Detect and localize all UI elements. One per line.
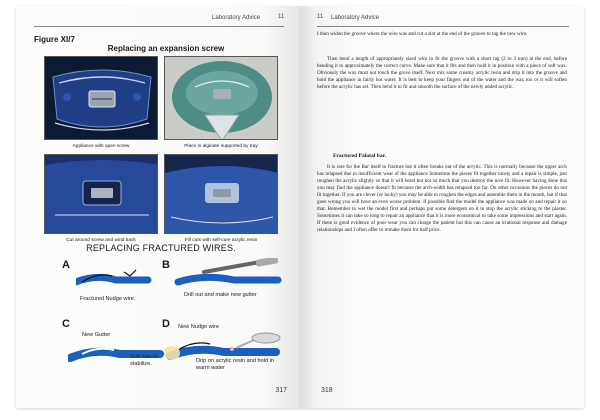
diagram-b-illustration xyxy=(174,258,284,292)
section-title: REPLACING FRACTURED WIRES. xyxy=(86,243,236,253)
book-spread xyxy=(16,6,584,408)
label-soft-wax: Soft wax to stabilize. xyxy=(130,354,158,367)
left-running-head: Laboratory Advice xyxy=(212,15,261,21)
right-page xyxy=(299,6,584,408)
diagram-letter-d: D xyxy=(162,318,170,330)
photo-fill-cuts xyxy=(164,154,278,234)
diagram-letter-b: B xyxy=(162,259,170,271)
left-header-rule xyxy=(34,26,284,27)
photo-alginate-tray xyxy=(164,56,278,140)
caption-4: Fill cuts with self-cure acrylic resin xyxy=(184,238,258,243)
label-fractured-wire: Fractured Nudge wire. xyxy=(80,296,136,302)
photo-cut-around-screw xyxy=(44,154,158,234)
right-header-rule xyxy=(317,26,569,27)
figure-label: Figure XI/7 xyxy=(34,35,75,44)
right-page-marker: 11 xyxy=(317,14,324,20)
label-drip-acrylic: Drip on acrylic resin and hold in warm water xyxy=(196,358,275,371)
right-running-head: Laboratory Advice xyxy=(331,15,380,21)
label-drill-out: Drill out and make new gutter xyxy=(184,292,257,298)
right-page-number: 318 xyxy=(321,387,333,394)
photo-appliance-open-screw xyxy=(44,56,158,140)
paragraph-3: It is rare for the Bar itself to fracture but it often breaks out of the acrylic. This is normally because the upper arch has relapsed due to insufficient wear of the appliance Sometime the pieces fit together nicely and a repair is simple, just roughen the acrylic slightly so that it will bond but not so much that you destroy the nice fit. However having done this you may find the appliance doesn't fit because the arch-width has relapsed too far. On other occasions the pieces do not fit together. If you are clever (or lucky) you may be able to roughen the edges and assemble them in the mouth, but if that goes wrong you will have an even worse problem. If possible find the model the appliance was made on and repair it on that. Remember to wet the model first and perhaps put some detergent on it to stop the acrylic sticking to the plaster. Sometimes it can take so long to repair an appliance that it is more economical to take some impressions and start again. If there is good evidence of poor wear you can charge the patient but this can cause an irrational response and damage relationships and I often offer to remake them for half price. xyxy=(317,164,567,233)
diagram-letter-a: A xyxy=(62,259,70,271)
diagram-letter-c: C xyxy=(62,318,70,330)
figure-title: Replacing an expansion screw xyxy=(107,44,225,53)
caption-2: Place in alginate supported by tray xyxy=(184,144,258,149)
caption-3: Cut around screw and wind back xyxy=(66,238,136,243)
left-page-number: 317 xyxy=(275,387,287,394)
label-new-gutter: New Gutter xyxy=(82,332,111,338)
left-page-marker: 11 xyxy=(278,14,285,20)
paragraph-1: I then widen the groove where the wire was and cut a slot at the end of the groove to tag the new wire. xyxy=(317,31,528,37)
left-page xyxy=(16,6,299,408)
section-heading-palatal-bar: Fractured Palatal bar. xyxy=(333,153,386,159)
paragraph-2: Then bend a length of appropriately sized wire to fit the groove with a short tag (2 to 3 mm) at the end, before bending it to approximately the correct curve. Make sure that it fits and then hold it in position with a piece of soft wax. Obviously the wax must not touch the grove itself. Next mix some creamy acrylic resin and drip it into the groove and hold the appliance in fairly hot water. It is best to keep your fingers out of the water and the wax too or it will soften before the acrylic has set. Then bend it to fit and smooth the surface of the newly added acrylic. xyxy=(317,56,567,90)
label-new-nudge-wire: New Nudge wire xyxy=(178,324,220,330)
caption-1: Appliance with open screw xyxy=(72,144,130,149)
